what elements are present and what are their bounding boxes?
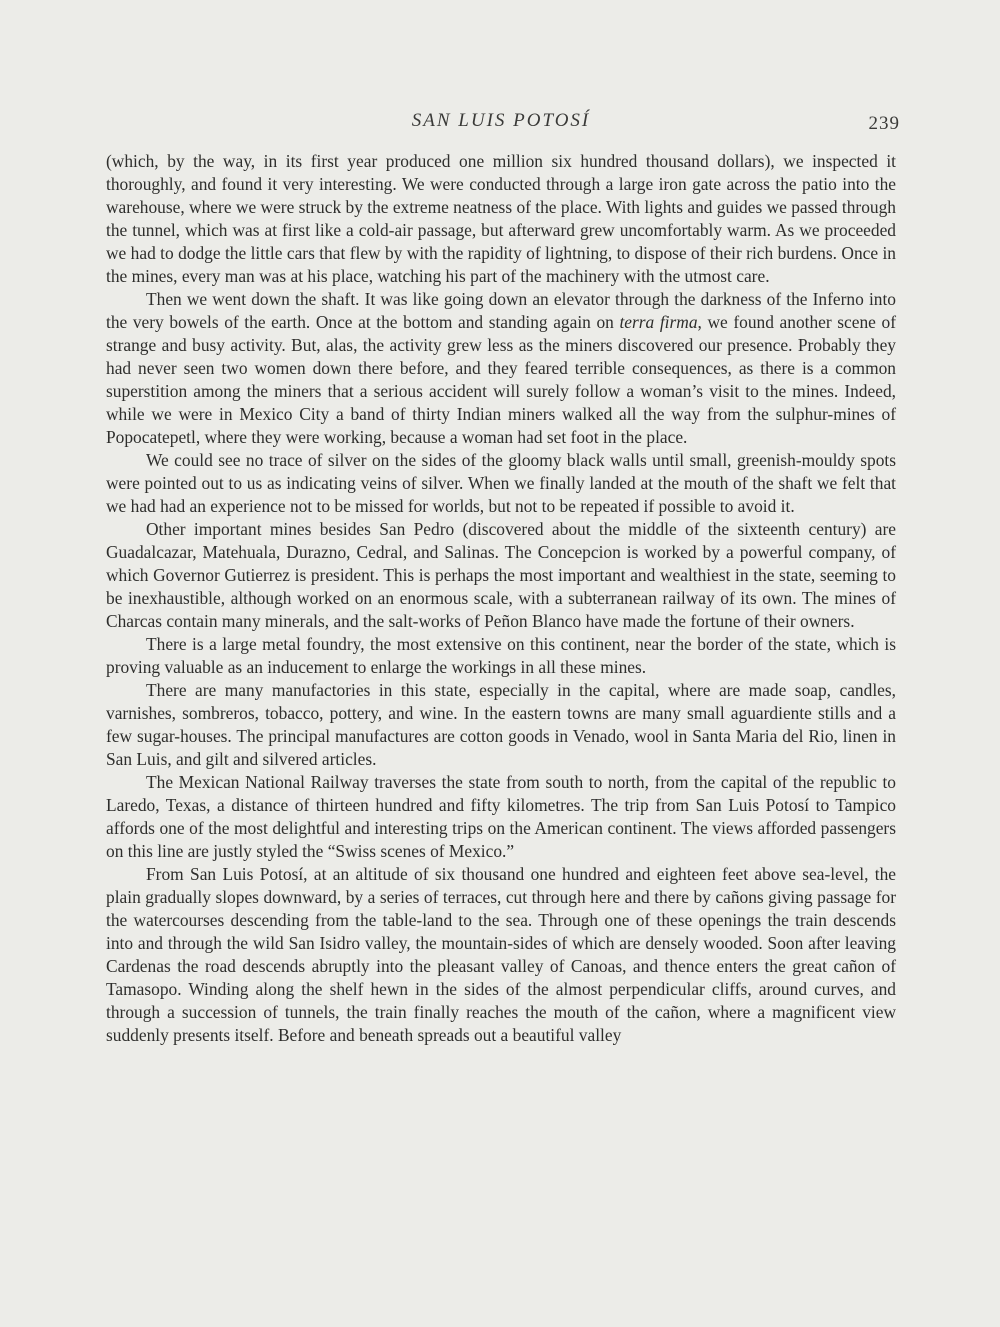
paragraph: From San Luis Potosí, at an altitude of six thousand one hundred and eighteen feet above sea-level, the plain gradually slopes downward, by a series of terraces, cut through here and there by cañons giving passage for the watercourses descending from the table-land to the sea. Through one of these openings the train descends into and through the wild San Isidro valley, the mountain-sides of which are densely wooded. Soon after leaving Cardenas the road descends abruptly into the pleasant valley of Canoas, and thence enters the great cañon of Tamasopo. Winding along the shelf hewn in the sides of the almost perpendicular cliffs, around curves, and through a succession of tunnels, the train finally reaches the mouth of the cañon, where a magnificent view suddenly presents itself. Before and beneath spreads out a beautiful valley [106, 864, 896, 1045]
paragraph: There are many manufactories in this state, especially in the capital, where are made soap, candles, varnishes, sombreros, tobacco, pottery, and wine. In the eastern towns are many small aguardiente stills and a few sugar-houses. The principal manufactures are cotton goods in Venado, wool in Santa Maria del Rio, linen in San Luis, and gilt and silvered articles. [106, 680, 896, 769]
paragraph-text: , we found another scene of strange and busy activity. But, alas, the activity grew less as the miners discovered our presence. Probably they had never seen two women down there before, and they feared terrible consequences, as there is a common superstition among the miners that a serious accident will surely follow a woman’s visit to the mines. Indeed, while we were in Mexico City a band of thirty Indian miners walked all the way from the sulphur-mines of Popocatepetl, where they were working, because a woman had set foot in the place. [106, 312, 896, 447]
paragraph: (which, by the way, in its first year produced one million six hundred thousand dollars), we inspected it thoroughly, and found it very interesting. We were conducted through a large iron gate across the patio into the warehouse, where we were struck by the extreme neatness of the place. With lights and guides we passed through the tunnel, which was at first like a cold-air passage, but afterward grew uncomfortably warm. As we proceeded we had to dodge the little cars that flew by with the rapidity of lightning, to dispose of their rich burdens. Once in the mines, every man was at his place, watching his part of the machinery with the utmost care. [106, 151, 896, 286]
paragraph: Other important mines besides San Pedro (discovered about the middle of the sixteenth century) are Guadalcazar, Matehuala, Durazno, Cedral, and Salinas. The Concepcion is worked by a powerful company, of which Governor Gutierrez is president. This is perhaps the most important and wealthiest in the state, seeming to be inexhaustible, although worked on an enormous scale, with a subterranean railway of its own. The mines of Charcas contain many minerals, and the salt-works of Peñon Blanco have made the fortune of their owners. [106, 519, 896, 631]
body-text [106, 150, 896, 1047]
page-number: 239 [868, 113, 900, 134]
page-title: SAN LUIS POTOSÍ [411, 110, 591, 131]
paragraph: We could see no trace of silver on the sides of the gloomy black walls until small, greenish-mouldy spots were pointed out to us as indicating veins of silver. When we finally landed at the mouth of the shaft we felt that we had had an experience not to be missed for worlds, but not to be repeated if possible to avoid it. [106, 450, 896, 516]
paragraph: There is a large metal foundry, the most extensive on this continent, near the border of the state, which is proving valuable as an inducement to enlarge the workings in all these mines. [106, 634, 896, 677]
running-head [106, 110, 900, 140]
paragraph: The Mexican National Railway traverses the state from south to north, from the capital of the republic to Laredo, Texas, a distance of thirteen hundred and fifty kilometres. The trip from San Luis Potosí to Tampico affords one of the most delightful and interesting trips on the American continent. The views afforded passengers on this line are justly styled the “Swiss scenes of Mexico.” [106, 772, 896, 861]
italic-phrase: terra firma [619, 312, 698, 332]
paragraph-text: Then we went down the shaft. It was like going down an elevator through the darkness of the Inferno into the very bowels of the earth. Once at the bottom and standing again on [106, 289, 896, 332]
paragraph [106, 288, 896, 449]
